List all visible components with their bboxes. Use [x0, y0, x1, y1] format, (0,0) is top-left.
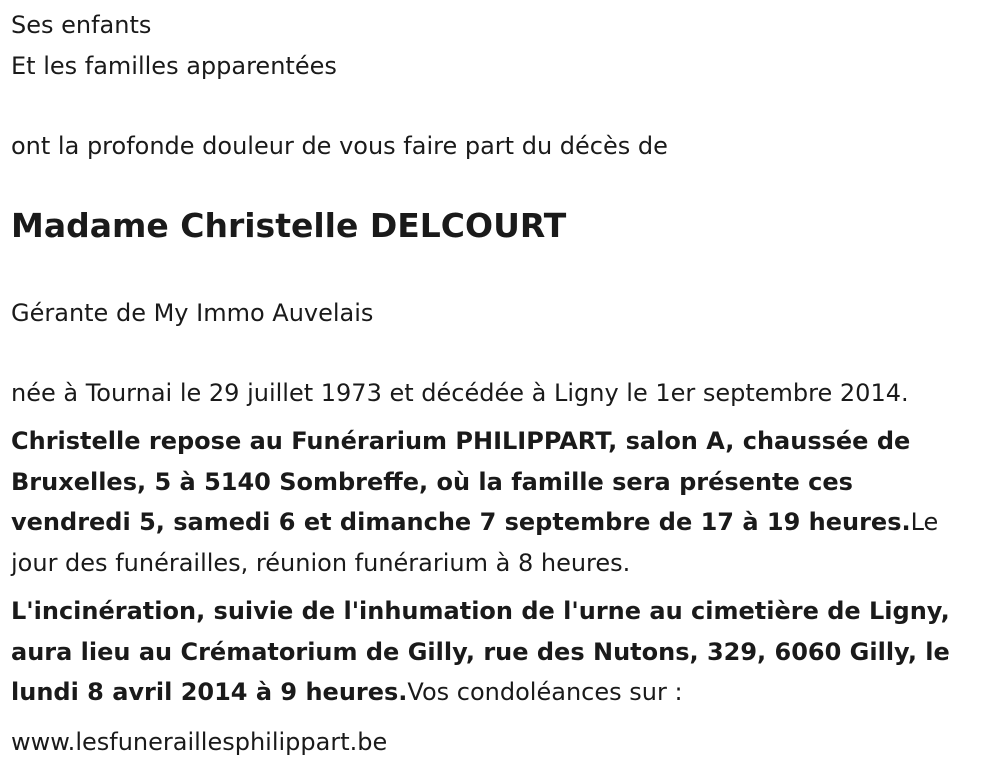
- website-link[interactable]: www.lesfuneraillesphilippart.be: [11, 728, 388, 756]
- rest-paragraph: [11, 421, 991, 583]
- condolences-text: Vos condoléances sur :: [407, 678, 683, 706]
- birth-death-dates: née à Tournai le 29 juillet 1973 et décédée à Ligny le 1er septembre 2014.: [11, 379, 909, 407]
- rest-normal-line-4: jour des funérailles, réunion funérarium à 8 heures.: [11, 548, 631, 577]
- ceremony-bold-line-2: aura lieu au Crématorium de Gilly, rue des Nutons, 329, 6060 Gilly, le: [11, 637, 950, 666]
- ceremony-bold-line-1: L'incinération, suivie de l'inhumation de l'urne au cimetière de Ligny,: [11, 597, 950, 625]
- deceased-name: Madame Christelle DELCOURT: [11, 206, 567, 245]
- deceased-role: Gérante de My Immo Auvelais: [11, 299, 374, 327]
- rest-bold-line-3: vendredi 5, samedi 6 et dimanche 7 septembre de 17 à 19 heures.: [11, 508, 911, 536]
- announcement-text: ont la profonde douleur de vous faire part du décès de: [11, 132, 668, 160]
- family-line-relatives: Et les familles apparentées: [11, 52, 337, 80]
- rest-normal-text: Le: [910, 508, 939, 536]
- ceremony-paragraph: [11, 591, 991, 713]
- rest-bold-line-2: Bruxelles, 5 à 5140 Sombreffe, où la famille sera présente ces: [11, 467, 853, 496]
- rest-bold-line-1: Christelle repose au Funérarium PHILIPPART, salon A, chaussée de: [11, 427, 911, 455]
- family-line-children: Ses enfants: [11, 11, 152, 39]
- ceremony-bold-line-3: lundi 8 avril 2014 à 9 heures.: [11, 678, 408, 706]
